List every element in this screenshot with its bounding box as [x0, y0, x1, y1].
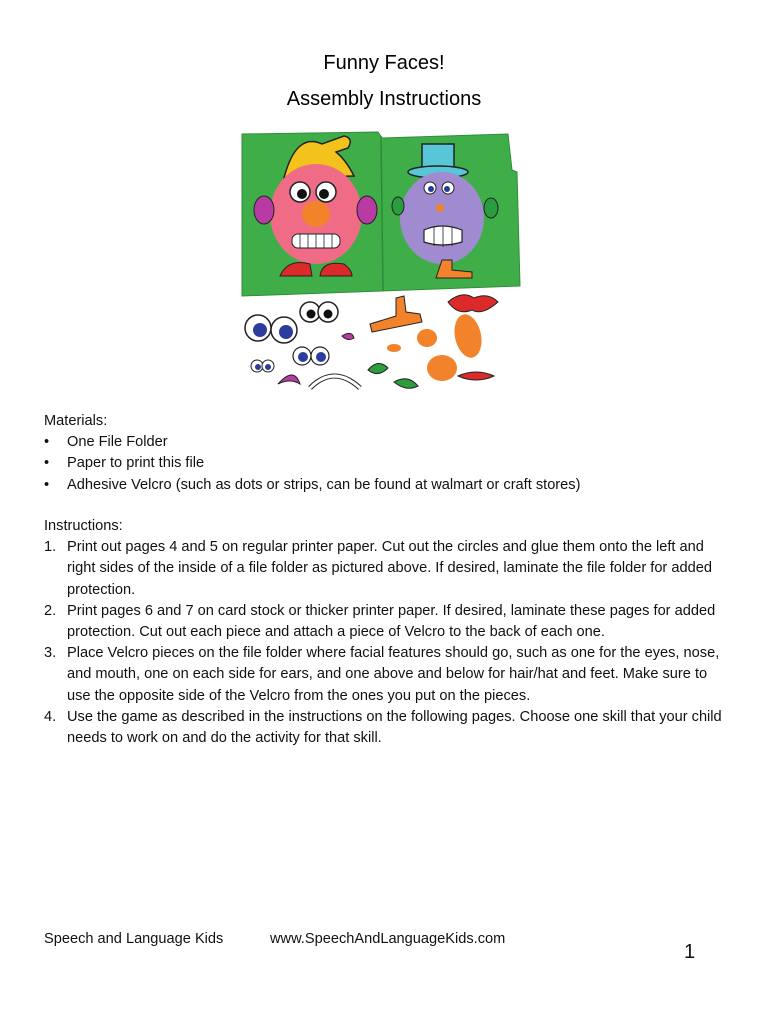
footer-site-name: Speech and Language Kids	[44, 931, 224, 947]
list-item-text: Place Velcro pieces on the file folder where facial features should go, such as one for the eyes, nose, and mouth, one on each side for ears, and one above and below for hair/hat and feet. Make sure to use the opposite side of the Velcro from the ones you put on the pieces.	[67, 645, 720, 704]
step-number: 1.	[44, 539, 57, 556]
page-number: 1	[684, 941, 696, 963]
list-item	[44, 601, 734, 643]
step-number: 4.	[44, 708, 57, 725]
step-number: 2.	[44, 602, 57, 619]
step-number: 3.	[44, 645, 57, 662]
bullet-icon: •	[44, 476, 50, 493]
bullet-icon: •	[44, 434, 50, 451]
footer-url: www.SpeechAndLanguageKids.com	[270, 931, 506, 947]
list-item-text: Paper to print this file	[67, 455, 205, 472]
instructions-list	[44, 537, 734, 749]
file-folder-game-photo	[236, 126, 532, 408]
list-item	[44, 643, 734, 707]
page-title: Funny Faces!	[323, 52, 445, 74]
instructions-heading: Instructions:	[44, 518, 123, 534]
list-item-text: Print out pages 4 and 5 on regular printer paper. Cut out the circles and glue them onto the left and right sides of the inside of a file folder as pictured above. If desired, laminate the file folder for added protection.	[67, 539, 712, 598]
instructions-section	[44, 516, 734, 749]
list-item-text: Use the game as described in the instructions on the following pages. Choose one skill that your child needs to work on and do the activity for that skill.	[67, 708, 722, 747]
list-item-text: One File Folder	[67, 434, 168, 451]
materials-section	[44, 411, 734, 496]
list-item	[44, 453, 734, 474]
materials-heading: Materials:	[44, 413, 108, 429]
loose-pieces-image	[245, 295, 498, 388]
list-item-text: Print pages 6 and 7 on card stock or thicker printer paper. If desired, laminate these pages for added protection. Cut out each piece and attach a piece of Velcro to the back of each one.	[67, 602, 716, 641]
list-item	[44, 537, 734, 601]
list-item-text: Adhesive Velcro (such as dots or strips, can be found at walmart or craft stores)	[67, 476, 581, 493]
list-item	[44, 707, 734, 749]
materials-list	[44, 432, 734, 496]
bullet-icon: •	[44, 455, 50, 472]
list-item	[44, 475, 734, 496]
list-item	[44, 432, 734, 453]
page-subtitle: Assembly Instructions	[286, 88, 482, 110]
